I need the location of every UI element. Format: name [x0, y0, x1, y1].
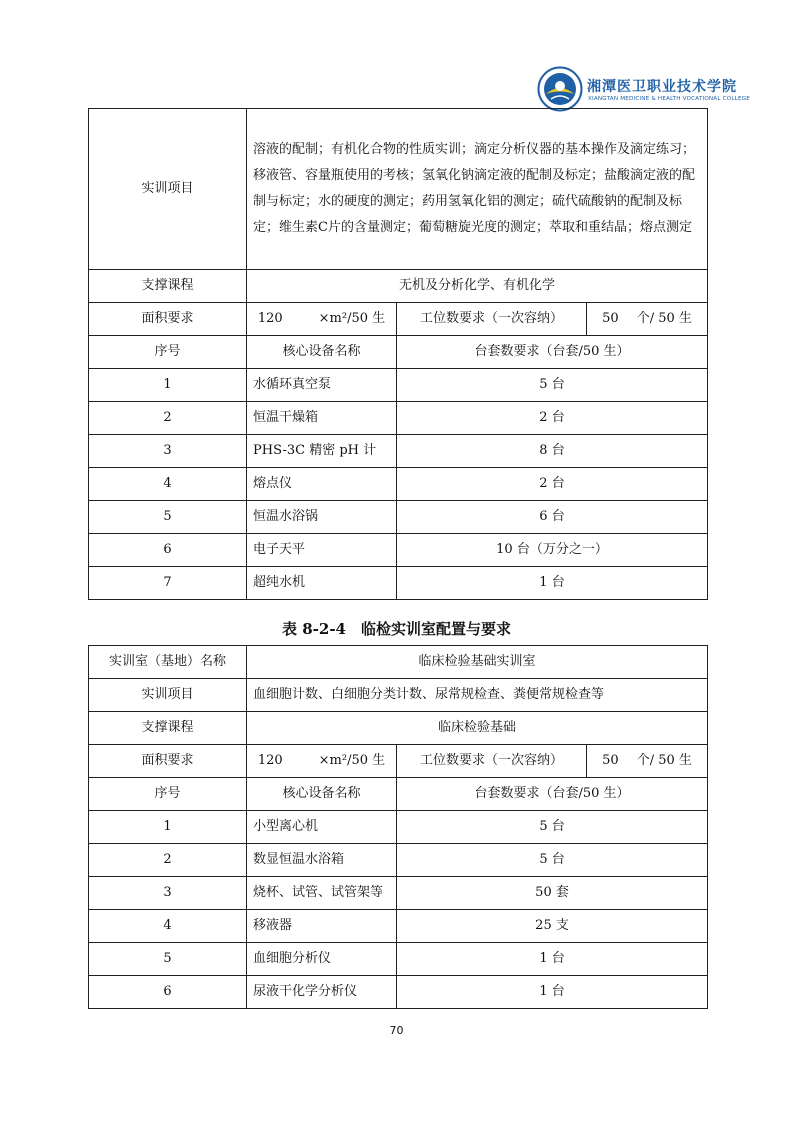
project-label: 实训项目 — [89, 679, 247, 712]
col-no: 序号 — [89, 336, 247, 369]
row-no: 3 — [89, 877, 247, 910]
room-value: 临床检验基础实训室 — [247, 646, 708, 679]
row-device: 超纯水机 — [247, 567, 397, 600]
project-label: 实训项目 — [89, 109, 247, 270]
row-device: 小型离心机 — [247, 811, 397, 844]
table-row — [89, 501, 708, 534]
area-value: 120 — [257, 753, 283, 768]
col-qty: 台套数要求（台套/50 生） — [397, 778, 708, 811]
row-no: 7 — [89, 567, 247, 600]
row-no: 4 — [89, 910, 247, 943]
row-device: PHS-3C 精密 pH 计 — [247, 435, 397, 468]
area-label: 面积要求 — [89, 745, 247, 778]
row-qty: 8 台 — [397, 435, 708, 468]
area-unit: ×m²/50 生 — [318, 311, 386, 326]
station-label: 工位数要求（一次容纳） — [397, 303, 587, 336]
col-qty: 台套数要求（台套/50 生） — [397, 336, 708, 369]
area-unit: ×m²/50 生 — [318, 753, 386, 768]
table-row — [89, 976, 708, 1009]
row-qty: 2 台 — [397, 402, 708, 435]
table-row — [89, 109, 708, 270]
area-value: 120 — [257, 311, 283, 326]
table-row — [89, 369, 708, 402]
row-no: 6 — [89, 976, 247, 1009]
row-device: 移液器 — [247, 910, 397, 943]
row-qty: 5 台 — [397, 369, 708, 402]
row-qty: 5 台 — [397, 844, 708, 877]
row-no: 1 — [89, 369, 247, 402]
project-text: 血细胞计数、白细胞分类计数、尿常规检查、粪便常规检查等 — [247, 679, 708, 712]
clinical-lab-table — [88, 645, 708, 1009]
row-qty: 1 台 — [397, 943, 708, 976]
row-device: 尿液干化学分析仪 — [247, 976, 397, 1009]
room-label: 实训室（基地）名称 — [89, 646, 247, 679]
row-no: 6 — [89, 534, 247, 567]
table-row — [89, 844, 708, 877]
station-value: 50 — [602, 311, 619, 326]
course-value: 无机及分析化学、有机化学 — [247, 270, 708, 303]
row-no: 1 — [89, 811, 247, 844]
table-row — [89, 811, 708, 844]
table-row — [89, 877, 708, 910]
row-qty: 2 台 — [397, 468, 708, 501]
col-device: 核心设备名称 — [247, 336, 397, 369]
station-unit: 个/ 50 生 — [636, 753, 692, 768]
row-device: 恒温干燥箱 — [247, 402, 397, 435]
row-qty: 5 台 — [397, 811, 708, 844]
chemistry-lab-table — [88, 108, 708, 600]
table-row — [89, 270, 708, 303]
row-no: 4 — [89, 468, 247, 501]
table-row — [89, 534, 708, 567]
row-qty: 1 台 — [397, 567, 708, 600]
row-no: 2 — [89, 844, 247, 877]
row-qty: 1 台 — [397, 976, 708, 1009]
station-cell — [587, 745, 708, 778]
table-row — [89, 943, 708, 976]
table-row — [89, 712, 708, 745]
table-row — [89, 679, 708, 712]
area-label: 面积要求 — [89, 303, 247, 336]
row-device: 电子天平 — [247, 534, 397, 567]
school-name: 湘潭医卫职业技术学院 — [587, 79, 737, 95]
area-cell — [247, 303, 397, 336]
row-device: 水循环真空泵 — [247, 369, 397, 402]
table-header-row — [89, 778, 708, 811]
station-unit: 个/ 50 生 — [636, 311, 692, 326]
page-number: 70 — [389, 1024, 404, 1037]
station-label: 工位数要求（一次容纳） — [397, 745, 587, 778]
row-no: 5 — [89, 943, 247, 976]
table-row — [89, 567, 708, 600]
course-label: 支撑课程 — [89, 712, 247, 745]
course-label: 支撑课程 — [89, 270, 247, 303]
project-text: 溶液的配制；有机化合物的性质实训；滴定分析仪器的基本操作及滴定练习；移液管、容量瓶使用的考核；氢氧化钠滴定液的配制及标定；盐酸滴定液的配制与标定；水的硬度的测定；药用氢氧化铝的测定；硫代硫酸钠的配制及标定；维生素C片的含量测定；葡萄糖旋光度的测定；萃取和重结晶；熔点测定 — [247, 109, 708, 270]
row-device: 恒温水浴锅 — [247, 501, 397, 534]
row-qty: 6 台 — [397, 501, 708, 534]
table-row — [89, 468, 708, 501]
course-value: 临床检验基础 — [247, 712, 708, 745]
college-seal-icon — [537, 66, 583, 112]
station-value: 50 — [602, 753, 619, 768]
table-header-row — [89, 336, 708, 369]
row-no: 2 — [89, 402, 247, 435]
row-qty: 10 台（万分之一） — [397, 534, 708, 567]
col-device: 核心设备名称 — [247, 778, 397, 811]
table-row — [89, 435, 708, 468]
table-row — [89, 646, 708, 679]
table-row — [89, 303, 708, 336]
table-caption: 表 8-2-4 临检实训室配置与要求 — [282, 620, 511, 638]
row-no: 5 — [89, 501, 247, 534]
row-qty: 25 支 — [397, 910, 708, 943]
row-qty: 50 套 — [397, 877, 708, 910]
row-device: 熔点仪 — [247, 468, 397, 501]
school-name-en: XIANGTAN MEDICINE & HEALTH VOCATIONAL COLLEGE — [588, 96, 750, 102]
row-device: 数显恒温水浴箱 — [247, 844, 397, 877]
row-no: 3 — [89, 435, 247, 468]
table-row — [89, 745, 708, 778]
row-device: 烧杯、试管、试管架等 — [247, 877, 397, 910]
table-row — [89, 402, 708, 435]
table-row — [89, 910, 708, 943]
station-cell — [587, 303, 708, 336]
col-no: 序号 — [89, 778, 247, 811]
row-device: 血细胞分析仪 — [247, 943, 397, 976]
area-cell — [247, 745, 397, 778]
